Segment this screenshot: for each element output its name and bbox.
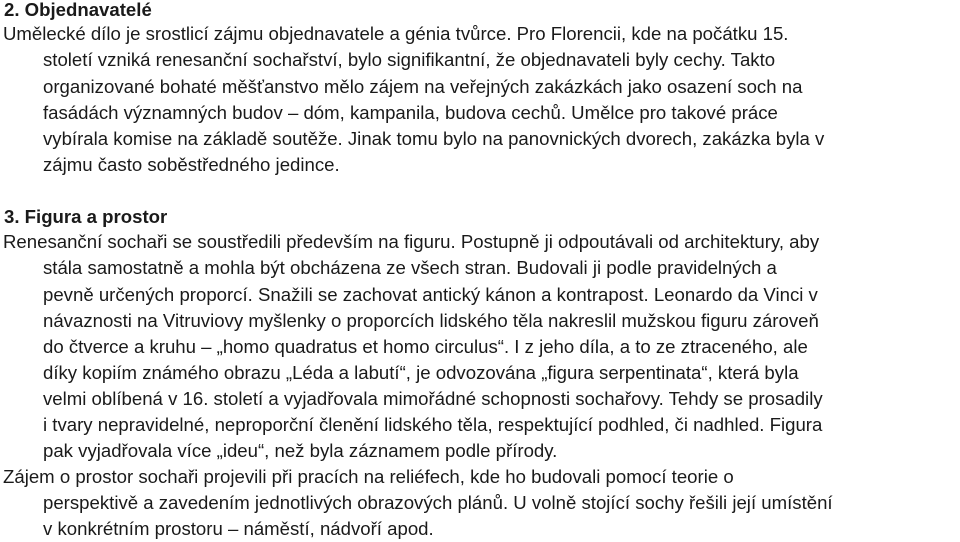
section-2-line-5: vybírala komise na základě soutěže. Jinak tomu bylo na panovnických dvorech, zakázka byla v (43, 128, 825, 149)
section-3-para2-line-3: v konkrétním prostoru – náměstí, nádvoří apod. (43, 518, 434, 539)
section-3-line-8: i tvary nepravidelné, neproporční členění lidského těla, respektující podhled, či nadhled. Figura (43, 414, 823, 435)
section-3-line-1: Renesanční sochaři se soustředili především na figuru. Postupně ji odpoutávali od architektury, aby (3, 231, 820, 252)
section-2-line-1: Umělecké dílo je srostlicí zájmu objednavatele a génia tvůrce. Pro Florencii, kde na počátku 15. (3, 23, 789, 44)
section-2-line-2: století vzniká renesanční sochařství, bylo signifikantní, že objednavateli byly cechy. Takto (43, 49, 776, 70)
section-3-para2-line-1: Zájem o prostor sochaři projevili při pracích na reliéfech, kde ho budovali pomocí teorie o (3, 466, 734, 487)
section-3-line-9: pak vyjadřovala více „ideu“, než byla záznamem podle přírody. (43, 440, 558, 461)
section-2-line-3: organizované bohaté měšťanstvo mělo zájem na veřejných zakázkách jako osazení soch na (43, 76, 803, 97)
section-3-line-6: díky kopiím známého obrazu „Léda a labutí“, je odvozována „figura serpentinata“, která byla (43, 362, 799, 383)
section-3-heading: 3. Figura a prostor (4, 206, 168, 227)
section-3-line-7: velmi oblíbená v 16. století a vyjadřovala mimořádné schopnosti sochařovy. Tehdy se prosadily (43, 388, 823, 409)
section-2-line-6: zájmu často soběstředného jedince. (43, 154, 340, 175)
section-3-para2-line-2: perspektivě a zavedením jednotlivých obrazových plánů. U volně stojící sochy řešili její umístění (43, 492, 833, 513)
section-2-heading: 2. Objednavatelé (4, 0, 152, 20)
section-3-line-3: pevně určených proporcí. Snažili se zachovat antický kánon a kontrapost. Leonardo da Vinci v (43, 284, 818, 305)
section-3-line-2: stála samostatně a mohla být obcházena ze všech stran. Budovali ji podle pravidelných a (43, 257, 777, 278)
section-3-line-5: do čtverce a kruhu – „homo quadratus et homo circulus“. I z jeho díla, a to ze ztraceného, ale (43, 336, 808, 357)
section-3-line-4: návaznosti na Vitruviovy myšlenky o proporcích lidského těla nakreslil mužskou figuru zároveň (43, 310, 819, 331)
section-2-line-4: fasádách významných budov – dóm, kampanila, budova cechů. Umělce pro takové práce (43, 102, 778, 123)
